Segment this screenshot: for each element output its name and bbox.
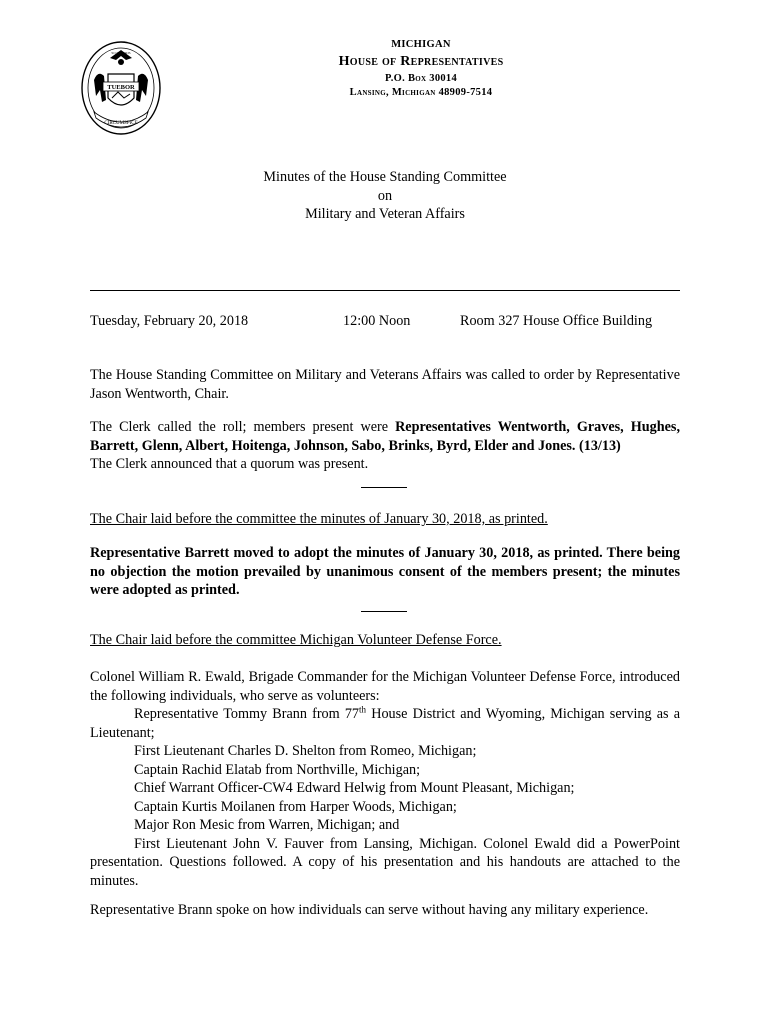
- letterhead-po-box: P.O. Box 30014: [384, 73, 458, 84]
- brann-lieutenant-text: [90, 705, 680, 742]
- volunteer-item: Captain Rachid Elatab from Northville, Michigan;: [134, 761, 421, 778]
- volunteer-item: First Lieutenant Charles D. Shelton from Romeo, Michigan;: [134, 743, 477, 759]
- meeting-time: 12:00 Noon: [343, 313, 411, 329]
- brann-superscript: th: [359, 704, 367, 715]
- paragraph-ewald: [90, 668, 680, 890]
- brann-spoke-text: Representative Brann spoke on how individuals can serve without having any military experience.: [90, 902, 649, 918]
- force-laid-text: The Chair laid before the committee Michigan Volunteer Defense Force.: [90, 632, 502, 648]
- svg-text:TUEBOR: TUEBOR: [107, 84, 135, 91]
- svg-text:SI QUAERIS: SI QUAERIS: [111, 51, 131, 55]
- letterhead-state: MICHIGAN: [391, 39, 451, 50]
- paragraph-call-to-order: [90, 366, 680, 403]
- volunteer-item: Chief Warrant Officer-CW4 Edward Helwig from Mount Pleasant, Michigan;: [134, 780, 575, 796]
- title-line-1: Minutes of the House Standing Committee: [263, 169, 507, 185]
- roll-members: Representatives Wentworth, Graves, Hughes, Barrett, Glenn, Albert, Hoitenga, Johnson, Sabo, Brinks, Byrd, Elder and Jones. (13/13): [90, 419, 680, 454]
- paragraph-force-laid: [90, 631, 680, 650]
- meeting-room: Room 327 House Office Building: [460, 313, 653, 329]
- paragraph-brann-spoke: [90, 901, 680, 920]
- minutes-laid-text: The Chair laid before the committee the minutes of January 30, 2018, as printed.: [90, 511, 548, 527]
- roll-intro: The Clerk called the roll; members present were: [90, 419, 396, 435]
- svg-text:CIRCUMSPICE: CIRCUMSPICE: [104, 121, 138, 126]
- paragraph-motion: [90, 544, 680, 600]
- section-separator: [361, 487, 407, 488]
- paragraph-roll-call: [90, 418, 680, 474]
- michigan-seal-logo: [80, 40, 162, 136]
- letterhead: [300, 38, 542, 100]
- title-line-3: Military and Veteran Affairs: [305, 206, 465, 222]
- letterhead-house: House of Representatives: [338, 54, 504, 69]
- paragraph-minutes-laid: [90, 510, 680, 529]
- brann-text-b: House District and Wyoming, Michigan serving as a Lieutenant;: [90, 706, 680, 741]
- horizontal-rule: [90, 290, 680, 291]
- ewald-intro-text: Colonel William R. Ewald, Brigade Commander for the Michigan Volunteer Defense Force, introduced the following individuals, who serve as volunteers:: [90, 669, 680, 704]
- document-title: [90, 168, 680, 224]
- quorum-text: The Clerk announced that a quorum was present.: [90, 456, 369, 472]
- brann-text-a: Representative Tommy Brann from 77: [134, 706, 360, 722]
- section-separator-2: [361, 611, 407, 612]
- fauver-text: First Lieutenant John V. Fauver from Lansing, Michigan. Colonel Ewald did a PowerPoint presentation. Questions followed. A copy of his presentation and his handouts are attached to the minutes.: [90, 835, 680, 889]
- motion-text: Representative Barrett moved to adopt the minutes of January 30, 2018, as printed. There being no objection the motion prevailed by unanimous consent of the members present; the minutes were adopted as printed.: [90, 545, 680, 598]
- volunteer-item: Captain Kurtis Moilanen from Harper Woods, Michigan;: [134, 798, 457, 815]
- meeting-date: Tuesday, February 20, 2018: [90, 313, 249, 329]
- letterhead-city: Lansing, Michigan 48909-7514: [349, 87, 493, 98]
- title-line-2: on: [377, 187, 393, 204]
- call-to-order-text: The House Standing Committee on Military and Veterans Affairs was called to order by Representative Jason Wentworth, Chair.: [90, 367, 680, 402]
- volunteer-item: Major Ron Mesic from Warren, Michigan; and: [134, 817, 400, 833]
